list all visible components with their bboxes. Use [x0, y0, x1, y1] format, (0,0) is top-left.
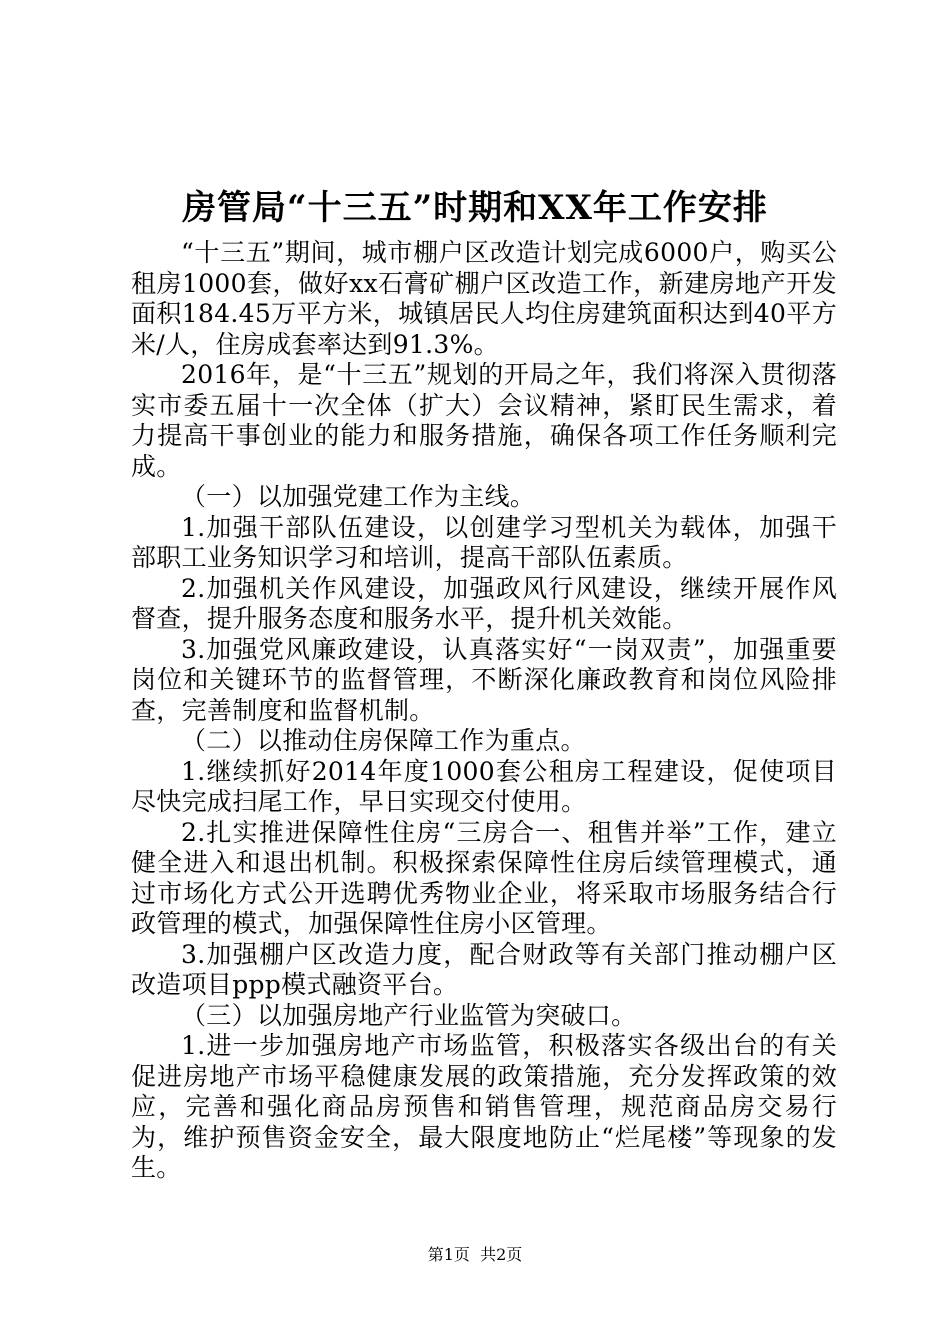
list-item: 2.加强机关作风建设，加强政风行风建设，继续开展作风督查，提升服务态度和服务水平，提升机关效能。 — [131, 573, 837, 633]
document-body — [131, 238, 837, 1184]
list-item: 2.扎实推进保障性住房“三房合一、租售并举”工作，建立健全进入和退出机制。积极探索保障性住房后续管理模式，通过市场化方式公开选聘优秀物业企业，将采取市场服务结合行政管理的模式，加强保障性住房小区管理。 — [131, 817, 837, 938]
section-heading: （二）以推动住房保障工作为重点。 — [181, 726, 586, 755]
page-total: 共2页 — [480, 1245, 523, 1264]
page-number: 第1页 — [427, 1245, 470, 1264]
paragraph: “十三五”期间，城市棚户区改造计划完成6000户，购买公租房1000套，做好xx石膏矿棚户区改造工作，新建房地产开发面积184.45万平方米，城镇居民人均住房建筑面积达到40平方米/人，住房成套率达到91.3%。 — [131, 238, 837, 359]
page-footer — [0, 1244, 950, 1266]
paragraph: 2016年，是“十三五”规划的开局之年，我们将深入贯彻落实市委五届十一次全体（扩大）会议精神，紧盯民生需求，着力提高干事创业的能力和服务措施，确保各项工作任务顺利完成。 — [131, 360, 837, 481]
list-item: 3.加强棚户区改造力度，配合财政等有关部门推动棚户区改造项目ppp模式融资平台。 — [131, 939, 837, 999]
list-item: 1.加强干部队伍建设，以创建学习型机关为载体，加强干部职工业务知识学习和培训，提高干部队伍素质。 — [131, 512, 837, 572]
list-item: 3.加强党风廉政建设，认真落实好“一岗双责”，加强重要岗位和关键环节的监督管理，不断深化廉政教育和岗位风险排查，完善制度和监督机制。 — [131, 634, 837, 725]
list-item: 1.进一步加强房地产市场监管，积极落实各级出台的有关促进房地产市场平稳健康发展的政策措施，充分发挥政策的效应，完善和强化商品房预售和销售管理，规范商品房交易行为，维护预售资金安全，最大限度地防止“烂尾楼”等现象的发生。 — [131, 1031, 837, 1182]
section-heading: （一）以加强党建工作为主线。 — [181, 482, 536, 511]
document-title: 房管局“十三五”时期和XX年工作安排 — [182, 188, 768, 228]
list-item: 1.继续抓好2014年度1000套公租房工程建设，促使项目尽快完成扫尾工作，早日实现交付使用。 — [131, 756, 837, 816]
section-heading: （三）以加强房地产行业监管为突破口。 — [181, 1000, 637, 1030]
